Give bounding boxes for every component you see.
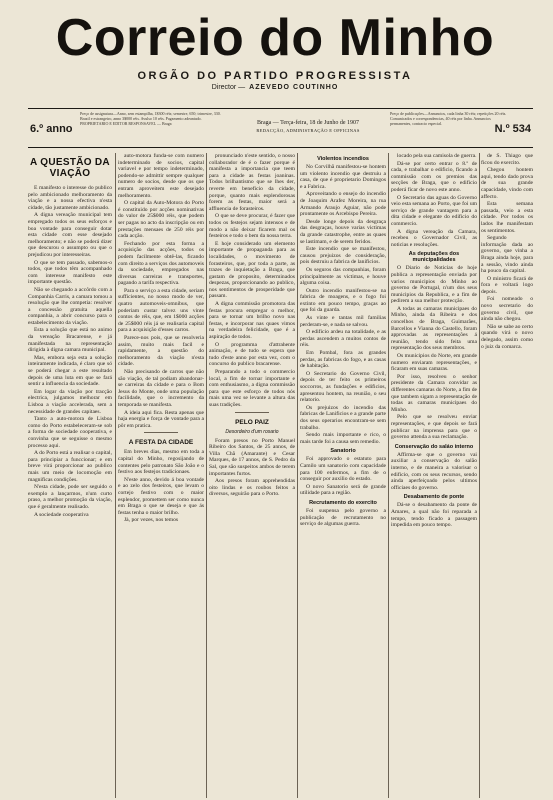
paragraph: A digna vereação municipal tem empregado todos os seus esforços e boa vontade para conseguir dotar esta cidade com esse desejado melhoramento; e não se poderá dizer que descurou o assumpto ou que o prejudicou por interesseiras.	[28, 212, 112, 258]
paragraph: Por isso, resolveu o senhor presidente da Camara convidar as differentes camaras do Norte, a fim de que tambem sigam a representação de todas as camaras municipaes do Minho.	[391, 373, 477, 413]
paragraph: Foi nomeado o novo secretario do governo civil, que ainda não chegou.	[481, 296, 533, 323]
column-rule	[297, 153, 298, 798]
paragraph: As vinte e tantas mil familias perderam-se, e nada se salvou.	[300, 315, 386, 328]
paragraph: Jà, por vezes, nos temos	[124, 517, 179, 524]
info-bar	[28, 108, 533, 148]
paragraph: Para o serviço a esta cidade, seriam sufficientes, no nosso modo de ver, quatro automoveis-omnibus, que poderiam custar talvez uns vinte contos de réis, que, em 1$000 acções de 25$000 réis já se realisaria capital para a acquisição d'esses carros.	[118, 287, 204, 334]
paragraph: A digna vereação da Camara, recebeu o Governador Civil, as noticias e resoluções.	[391, 228, 477, 248]
paragraph: N'esta cidade, pode ser seguido o exemplo a lançarmos, n'um curto praso, a melhor promoção da viação, que é geralmente realisado.	[28, 484, 112, 510]
article-body	[209, 153, 295, 409]
paragraph: O que se tem passado, sabemos-o todos, que todos têm acompanhado com interesse manifesto este importante questão.	[28, 259, 112, 286]
masthead	[40, 8, 510, 91]
paragraph: A digna commissão promotora das festas procura empregar o melhor, para se tornar um brilho novo nas festas, e incorporar nas quaes vimos na verdadeira felicidade, que é a aspiração de todos.	[209, 301, 295, 341]
article-heading: Desabamento de ponte	[403, 494, 465, 501]
article-heading: As deputações dos municipalidades	[408, 251, 460, 264]
paragraph: Este incendio que se manifestou, causou prejuizos de consideração, pois destruiu a fabrica de lanificios.	[300, 246, 386, 266]
article-body	[300, 164, 386, 445]
paragraph: Outro incendio manifestou-se na fabrica de moagens, e o fogo foi extinto em pouco tempo, graças ao que foi da guarda.	[300, 287, 386, 314]
paragraph: Sendo mais importante e rico, o mais tarde foi a causa sem remedio.	[300, 432, 386, 445]
paragraph: O que se deve procurar, é fazer que todos os festejos sejam intensos e de modo a não deixar ficarem mal os festeiros e todo o bem da nossa terra.	[209, 213, 295, 240]
paragraph: Segundo informação dada ao governo, que vinha a Braga ainda hoje, para a sessão, vindo ainda ha pouco da capital.	[481, 235, 533, 275]
article-body	[28, 185, 112, 518]
article-heading: A QUESTÃO DA VIAÇÃO	[30, 157, 110, 179]
article-body	[391, 502, 477, 528]
paragraph: O programma d'attrahente animação, e de tudo se espera que tudo d'este anno por esta vez, com o concurso do publico bracarense.	[209, 341, 295, 368]
paragraph: Não precisando de carros que não são viação, de tal podiam abandonar-se carreiras da cidade e para o Bom Jesus do Monte, onde uma população facilidade, que o incremento da temporada se manifesta.	[118, 369, 204, 408]
newspaper-subtitle: ORGÃO DO PARTIDO PROGRESSISTA	[137, 70, 413, 82]
paragraph: Tanto a auto-motora de Lisboa como do Porto estabeleceram-se sob a forma de sociedade cooperativa, e convinha que se seguisse o mesmo processo aqui.	[28, 416, 112, 449]
paragraph: Chegou hontem aqui, tendo dado prova de sua grande capacidade, vindo com affecto.	[481, 167, 533, 200]
column-rule	[206, 153, 207, 798]
paragraph: E hoje considerado um elemento importante de propaganda para as localidades, o movimento de forasteiros, que, por toda a parte, as trazes de inquietação a Braga, que gastam de proposito, determinados despezas, proporcionando ao publico, nos sentimentos de prosperidade que passam.	[209, 240, 295, 300]
publication-prices: Preço de publicações—Annuncios, cada linha 30 réis; repetições 20 réis. Comunicados e correspondencias, 40 réis por linha. Annuncios permanentes, contracto especial.	[390, 111, 507, 126]
article-body	[391, 452, 477, 492]
paragraph: Os seguros das companhias, foram principalmente as victimas, e houve alguma coisa.	[300, 266, 386, 287]
paragraph: Mas, embora seja esta a solução inteiramente indicada, é claro que só se poderá chegar a este resultado depois de uma luta em que se fará sentir a influencia da sociedade.	[28, 354, 112, 388]
paragraph: Pelo que se resolveu enviar representações, e que depois se fará publicar na imprensa para que o governo attenda a sua reclamação.	[391, 414, 477, 441]
article-heading: Sanatorio	[330, 448, 356, 455]
column-rule	[388, 153, 389, 798]
paragraph: Foi suspensa pelo governo a publicação de recrutamento no serviço de algumas guerra.	[300, 507, 386, 528]
paragraph: O Secretario do Governo Civil, depois de ter feito os primeiros soccorros, as fundações e edificios, apresentou hontem, na reunião, o seu relatorio.	[300, 370, 386, 404]
paragraph: Em breves dias, mesmo em toda a capital do Minho, regosijando de contentes pelo patronato São João e o festivo aos festejos tradicionaes.	[118, 449, 204, 476]
paragraph: E manifesto o interesse do publico pelo ambicionado melhoramento da viação e a nossa efectiva n'esta cidade, tão justamente ambicionado.	[28, 185, 112, 211]
director-name: AZEVEDO COUTINHO	[249, 84, 339, 91]
article-heading: Recrutamento do exercito	[309, 499, 377, 506]
subscription-info: Preço de assignatura—Anno, sem estampilha, 1$300 réis; semestre, 650; trimestre, 330. Brazil e estrangeiro, anno 3$000 réis. Avulso 10 réis. Pagamento adeantado. PROPRIETARIO E EDITOR RESPONSAVEL — Braga	[80, 111, 221, 126]
article-body	[209, 438, 295, 498]
paragraph: pronunciado n'este sentido, o nosso collaborador de é o fazer porque é manifesta a importancia que teem para a cidade as festas joaninas. Todos brilhantismo que se lhes der, reverte em beneficio da cidade, porque, quanto mais esplendorosas forem as festas, maior será a affluencia de forasteiros.	[209, 153, 295, 212]
article-heading: Violentos incendios	[317, 156, 369, 162]
paragraph: Não se sabe ao certo quando virá o novo delegado, assim como o juiz da comarca.	[481, 323, 533, 350]
paragraph: A sociedade cooperativa	[34, 511, 89, 518]
column-2	[118, 153, 204, 798]
paragraph: Não se chegando a accôrdo com a Companhia Carris, a camara tomou a resolução que lhe competia: resolver a concessão gratuita aquella companhia, a abrir concurso para o estabelecimento da viação.	[28, 286, 112, 326]
paragraph: Em Pombal, fora as grandes perdas, as fabricas do fogo, e as casas de habitação.	[300, 350, 386, 370]
paragraph: Esta a solução que está no animo da vereação Bracarense, e já manifestada na representação dirigida à digna camara municipal.	[28, 327, 112, 354]
paragraph: No Corvilhã manifestou-se hontem um violento incendio que destruiu a casa, de que é proprietario Domingos e a Fabrica.	[300, 164, 386, 190]
date-line	[233, 119, 383, 135]
paragraph: O edificio ardeu na totalidade, e as perdas ascendem a muitos contos de réis.	[300, 329, 386, 349]
paragraph: auto-motora funda-se com numero indeterminado de socios, capital variavel e por tempo indeterminado, podendo-se admittir sempre qualquer numero de socios, desde que os que entram aproveitem este desejado melhoramento.	[118, 153, 204, 199]
paragraph: Fechando por esta forma a acquisição das acções, todos os podem facilmente obtê-las, ficando com direito a serviços dos automoveis da sociedade, empregados nas diversas carreiras e transportes, pagando a tarifa respectiva.	[118, 240, 204, 287]
paragraph: Aos presos foram apprehendidas oito lindas e os roubos feitos a diversos, seguirão para o Porto.	[209, 478, 295, 498]
paragraph: Esta semana passada, veio a esta cidade. Por todos os lados lhe manifestam os sentimentos.	[481, 201, 533, 234]
paragraph: de S. Thiago que ficou do exercito.	[481, 153, 533, 166]
article-body	[300, 456, 386, 497]
column-3	[209, 153, 295, 798]
paragraph: O Diario de Noticias de hoje publica a representação enviada por varios municipios do Minho ao governo de Portugal, n'um dos seus municipios da Republica, e a fim de pedirem a sua melhor protecção.	[391, 265, 477, 305]
newspaper-title: Correio do Minho	[55, 9, 495, 67]
column-rule	[479, 153, 480, 798]
column-rule	[115, 153, 116, 798]
paragraph: Desde longe depois da desgraça das desgraças, houve varias victimas da grande catastrophe, entre as quaes se lastimam, e de serem feridos.	[300, 218, 386, 245]
year-label: 6.º anno	[30, 123, 73, 135]
column-5	[391, 153, 477, 798]
issue-number: N.º 534	[494, 123, 531, 135]
issue-date: Braga — Terça-feira, 18 de Junho de 1907	[256, 120, 360, 126]
paragraph: Aproveitando o ensejo do incendio de Joaquim Arafez Moreira, na rua Armando Araujo Aguiar, não pode prontamente os Arcebispo Pereira.	[300, 191, 386, 218]
article-body	[481, 153, 533, 350]
article-body	[118, 153, 204, 429]
paragraph: Dá-se o desabamento da ponte de Amares, a qual não foi reparada a tempo, tendo ficado a passagem impedida em pouco tempo.	[391, 502, 477, 529]
article-body	[118, 449, 204, 524]
paragraph: Foi approvado o estatuto para Camilo um sanatorio com capacidade para 100 enfermos, a fim de o conseguir por auxilio do estado.	[300, 456, 386, 483]
article-heading: A FESTA DA CIDADE	[128, 439, 194, 447]
paragraph: Os municipios do Norte, em grande numero enviaram representações, e ficaram em suas camaras.	[391, 353, 477, 373]
paragraph: Preparando a todo o commercio local, a fim de tornar importante e com enthusiasmo, a digna commissão para que este esforço de todos nós mais uma vez se levante a altura das suas tradições.	[209, 369, 295, 408]
paragraph: A todas as camaras municipaes do Minho, ainda da Ribeira e dos concelhos de Braga, Guimarães, Barcellos e Vianna do Castello, foram approvadas as representações á reunião, tendo sido feita uma representação dos seus membros.	[391, 305, 477, 352]
office-line: REDACÇÃO, ADMINISTRAÇÃO E OFFICINAS	[256, 128, 360, 133]
section-divider	[235, 412, 269, 413]
article-body	[391, 153, 477, 248]
paragraph: Os prejuizos do incendio das fabricas de Lanificios e a grande parte dos seus operarios encontram-se sem trabalho.	[300, 404, 386, 431]
paragraph: O capital da Auto-Motora do Porto é constituido por acções nominativas do valor de 25$000 réis, que podem ser pagas no acto da inscripção ou em prestações mensaes de 250 réis por cada acção.	[118, 200, 204, 240]
paragraph: O Secretario das aguas do Governo veio esta semana ao Porto, que foi um serviço de grande vantagem para a dita cidade e elegante do edificio do commercio.	[391, 194, 477, 227]
paragraph: Dá-se por certo entrar o 8.º de cada, e trabalhar o edificio, ficando a commissão com os premios das secções de Braga, que o edificio poderá ficar de novo este anno.	[391, 160, 477, 193]
director-label: Director —	[211, 84, 246, 91]
article-body	[300, 508, 386, 528]
paragraph: O ministro ficará de fora e voltará logo depois.	[481, 275, 533, 295]
column-4	[300, 153, 386, 798]
article-body	[391, 265, 477, 440]
column-6	[481, 153, 533, 798]
paragraph: Parece-nos pois, que se resolveria assim, muito mais facil e rapidamente, a questão do melhoramento da viação n'esta cidade.	[118, 335, 204, 368]
director-line	[40, 84, 510, 91]
section-heading: PELO PAIZ	[235, 418, 269, 426]
paragraph: N'este anno, devido á boa vontade e ao zelo dos festeiros, que levam o cortejo festivo com o maior esplendor, promettem ser como nunca em Braga o que se deseja e que ás festas tenha o maior brilho.	[118, 476, 204, 516]
paragraph: A do Porto está a realisar o capital, para principiar a funccionar; e em breve virá proporcionar ao publico mais um meio de locomoção em magnificas condições.	[28, 450, 112, 483]
paragraph: Foram presos no Porto Manuel Ribeiro dos Santos, de 25 annos, de Villa Chã (Amarante) e Cesar Marques, de 17 annos, de S. Pedro da Sal, que são suspeitos ambos de terem importantes furtos.	[209, 437, 295, 477]
column-1	[28, 153, 112, 798]
section-divider	[144, 432, 178, 433]
paragraph: locado pela sua camisola de guerra.	[397, 153, 477, 159]
paragraph: Affirma-se que o governo vai auxiliar a conservação do salão interno, e de maneira a valorisar o edificio, com os seus recursos, sendo ainda aperfeiçoado pelos ultimos officiaes do governo.	[391, 451, 477, 491]
paragraph: A ideia aqui fica. Resta apenas que haja energia e força de vontade para a pôr em pratica.	[118, 409, 204, 429]
paragraph: O novo Sanatorio será de grande utilidade para a região.	[300, 483, 386, 497]
article-heading: Conservação do saláo interno	[394, 443, 474, 450]
article-columns	[28, 153, 533, 798]
article-subheading: Desordeiro d'um rosario	[225, 428, 279, 435]
paragraph: Em logar da viação por tracção electrica, julgamos melhorar em Lisboa a viação accelerada, sem a necessidade de grandes capitaes.	[28, 388, 112, 415]
